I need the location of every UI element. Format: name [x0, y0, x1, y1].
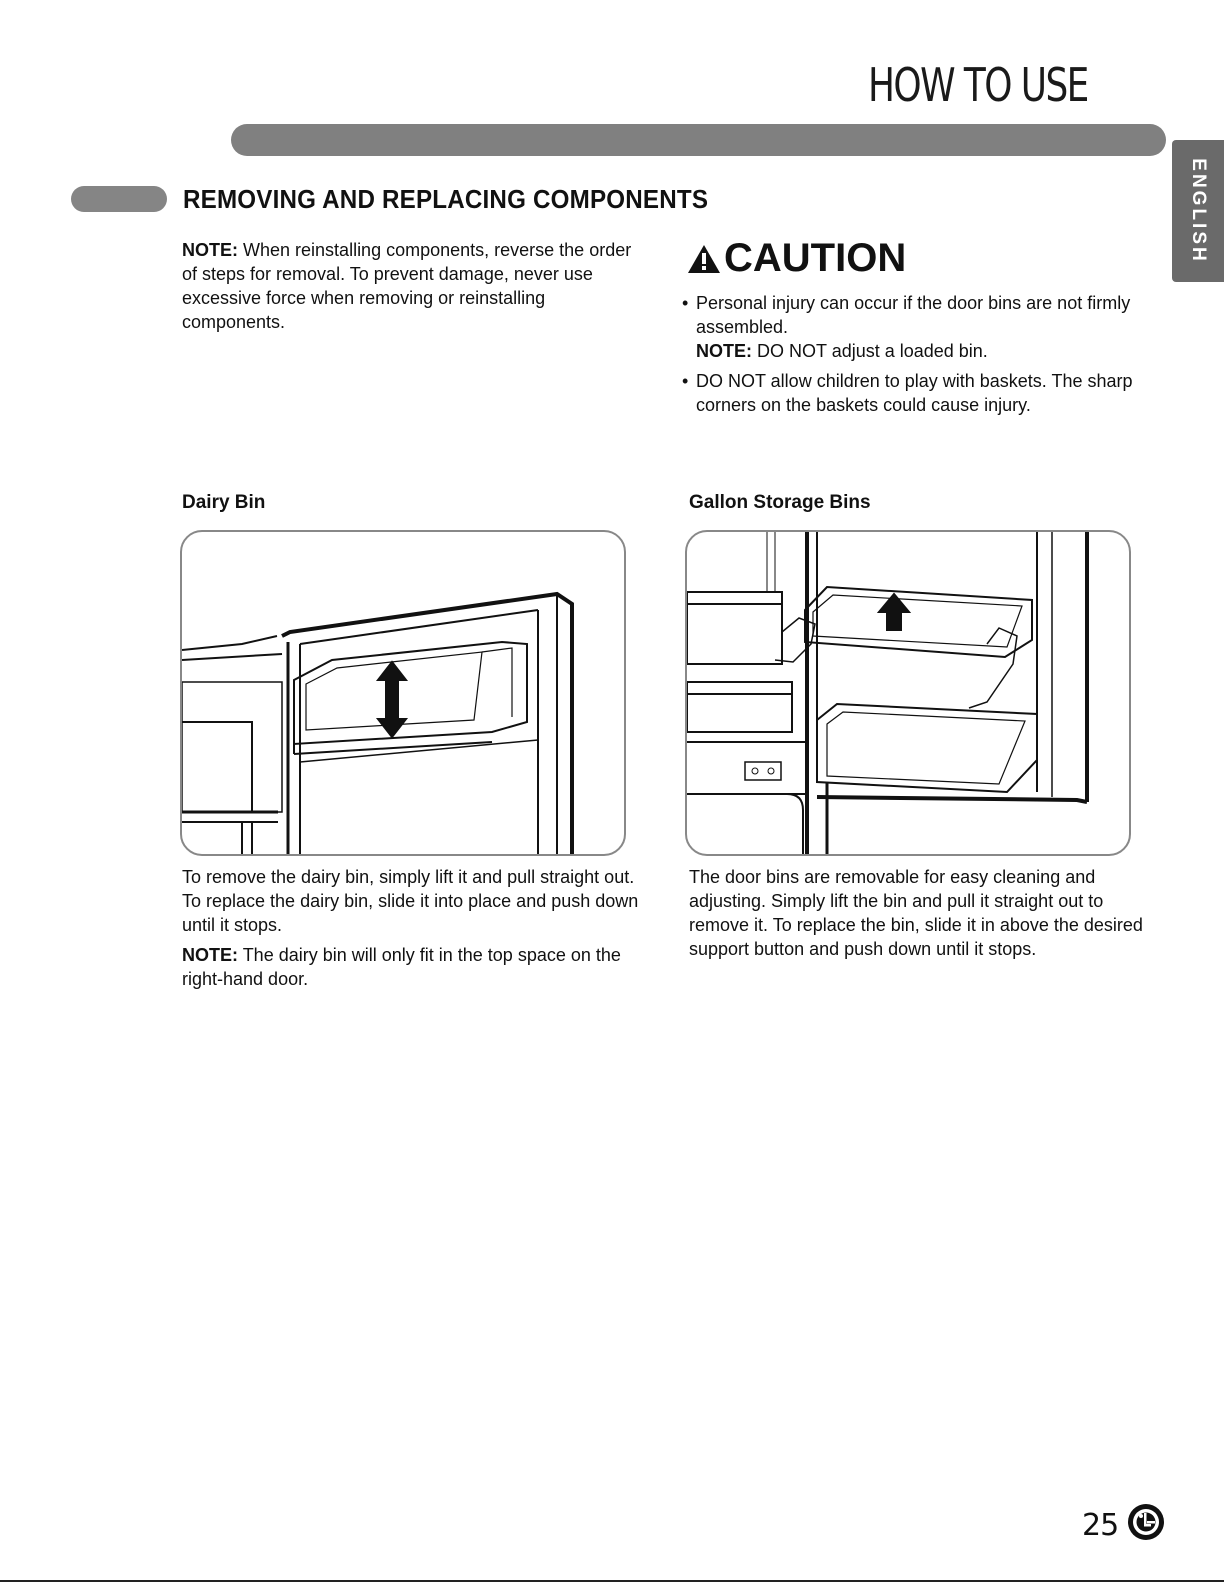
caution-heading [686, 236, 906, 281]
dairy-bin-description [182, 865, 642, 997]
caution-note [696, 339, 1152, 363]
warning-triangle-icon [686, 243, 722, 275]
page-bottom-rule [0, 1580, 1224, 1582]
lg-logo-icon [1126, 1502, 1166, 1542]
dairy-bin-note [182, 943, 642, 991]
caution-item [682, 369, 1152, 417]
page-number: 25 [1082, 1508, 1119, 1543]
note-text: When reinstalling components, reverse the order of steps for removal. To prevent damage, never use excessive force when removing or reinstalling components. [182, 240, 632, 332]
caution-title: CAUTION [724, 236, 907, 280]
dairy-bin-note-text: The dairy bin will only fit in the top space on the right-hand door. [182, 945, 621, 989]
section-heading: REMOVING AND REPLACING COMPONENTS [183, 184, 709, 214]
gallon-bins-illustration [685, 530, 1131, 856]
dairy-bin-illustration [180, 530, 626, 856]
caution-note-text: DO NOT adjust a loaded bin. [757, 341, 988, 361]
caution-list [682, 291, 1152, 423]
caution-item-text: DO NOT allow children to play with baskets. The sharp corners on the baskets could cause injury. [696, 371, 1133, 415]
page-title: HOW TO USE [868, 58, 1088, 112]
caution-note-label: NOTE: [696, 341, 752, 361]
caution-item [682, 291, 1152, 363]
language-tab-label: ENGLISH [1188, 158, 1209, 264]
header-bar [231, 124, 1166, 156]
gallon-bins-text: The door bins are removable for easy cleaning and adjusting. Simply lift the bin and pull it straight out to remove it. To replace the bin, slide it in above the desired support button and push down until it stops. [689, 867, 1143, 959]
caution-item-text: Personal injury can occur if the door bins are not firmly assembled. [696, 293, 1131, 337]
dairy-bin-text: To remove the dairy bin, simply lift it and pull straight out. To replace the dairy bin, slide it into place and push down until it stops. [182, 867, 639, 935]
gallon-bins-heading: Gallon Storage Bins [689, 492, 871, 513]
gallon-bins-description [689, 865, 1149, 967]
dairy-bin-heading: Dairy Bin [182, 492, 266, 513]
bullet: • [682, 293, 689, 313]
language-tab [1172, 140, 1224, 282]
bullet: • [682, 371, 689, 391]
note-label: NOTE: [182, 240, 238, 260]
note-paragraph [182, 238, 642, 334]
section-marker [71, 186, 167, 212]
dairy-bin-note-label: NOTE: [182, 945, 238, 965]
